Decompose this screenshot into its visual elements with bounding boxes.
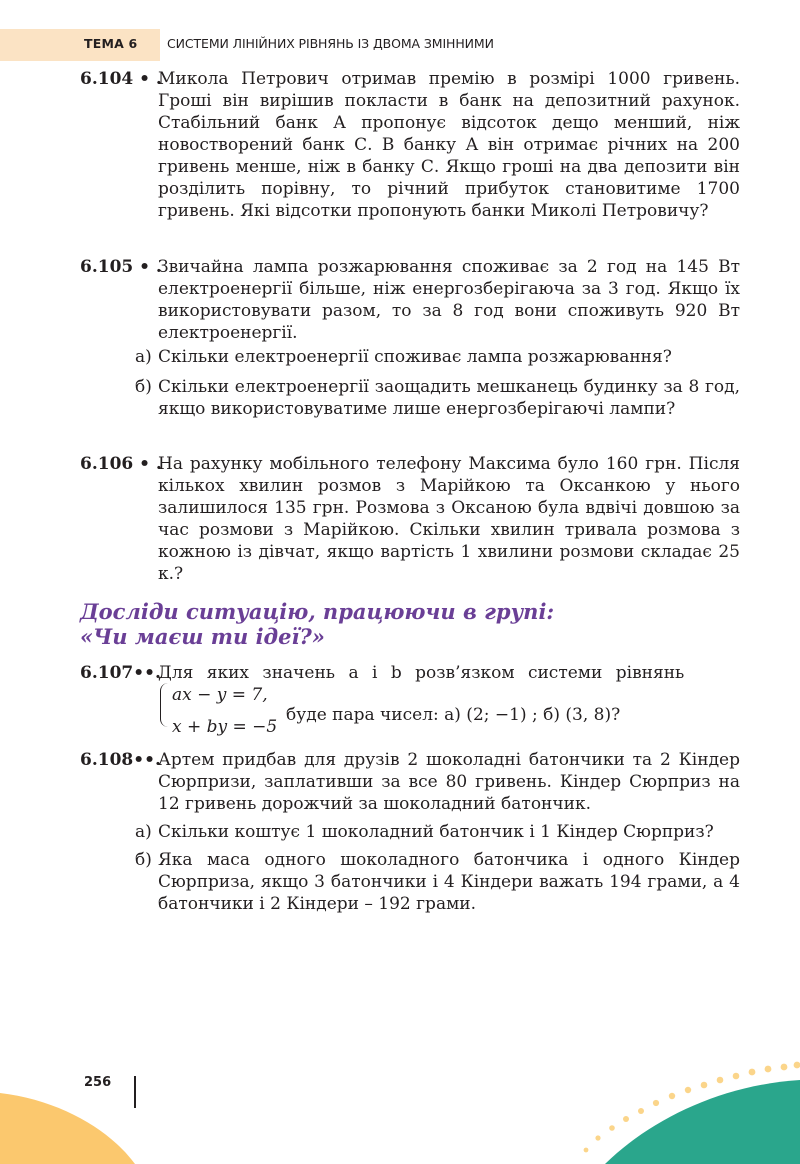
system-equation-2: x + by = −5 <box>172 717 278 737</box>
group-work-heading-line2: «Чи маєш ти ідеї?» <box>80 624 325 649</box>
subquestion-label: б) <box>135 377 152 397</box>
subquestion-label: б) <box>135 850 152 870</box>
teal-corner-shape <box>605 1080 800 1164</box>
subquestion-text: Яка маса одного шоколадного батончика і одного Кіндер Сюрприза, якщо 3 батончики і 4 Кіндери важать 194 грами, а 4 батончики і 2 Кіндери – 192 грами. <box>158 850 740 914</box>
problem-number: 6.107••. <box>80 663 161 683</box>
subquestion-text: Скільки електроенергії заощадить мешканець будинку за 8 год, якщо використовуватиме лише енергозберігаючі лампи? <box>158 377 740 419</box>
subquestion-text: Скільки коштує 1 шоколадний батончик і 1 Кіндер Сюрприз? <box>158 822 714 842</box>
orange-corner-shape <box>0 1093 135 1164</box>
problem-number: 6.104 • . <box>80 69 162 89</box>
group-work-heading-line1: Досліди ситуацію, працюючи в групі: <box>80 599 555 624</box>
page-number: 256 <box>84 1075 112 1090</box>
subquestion-text: Скільки електроенергії споживає лампа розжарювання? <box>158 347 672 367</box>
problem-number: 6.106 • . <box>80 454 162 474</box>
problem-text: На рахунку мобільного телефону Максима було 160 грн. Після кількох хвилин розмов з Марійкою та Оксанкою у нього залишилося 135 грн. Розмова з Оксаною була вдвічі довшою за час розмови з Марійкою. Скільки хвилин тривала розмова з кожною із дівчат, якщо вартість 1 хвилини розмови складає 25 к.? <box>158 454 740 584</box>
problem-number: 6.108••. <box>80 750 161 770</box>
running-header-title: СИСТЕМИ ЛІНІЙНИХ РІВНЯНЬ ІЗ ДВОМА ЗМІННИМИ <box>167 36 494 51</box>
problem-text: Для яких значень a і b розв’язком системи рівнянь <box>158 663 685 683</box>
subquestion-label: а) <box>135 822 152 842</box>
problem-text: Артем придбав для друзів 2 шоколадні батончики та 2 Кіндер Сюрпризи, заплативши за все 80 гривень. Кіндер Сюрприз на 12 гривень дорожчий за шоколадний батончик. <box>158 750 740 814</box>
problem-text: Звичайна лампа розжарювання споживає за 2 год на 145 Вт електроенергії більше, ніж енергозберігаюча за 3 год. Якщо їх використовувати разом, то за 8 год вони споживуть 920 Вт електроенергії. <box>158 257 740 343</box>
system-tail-text: буде пара чисел: а) (2; −1) ; б) (3, 8)? <box>286 705 621 725</box>
topic-label: ТЕМА 6 <box>84 36 138 51</box>
problem-number: 6.105 • . <box>80 257 162 277</box>
system-equation-1: ax − y = 7, <box>172 685 268 705</box>
subquestion-label: а) <box>135 347 152 367</box>
problem-text: Микола Петрович отримав премію в розмірі 1000 гривень. Гроші він вирішив покласти в банк на депозитний рахунок. Стабільний банк А пропонує відсоток дещо менший, ніж новостворений банк С. В банку А він отримає річних на 200 гривень менше, ніж в банку С. Якщо гроші на два депозити він розділить порівну, то річний прибуток становитиме 1700 гривень. Які відсотки пропонують банки Миколі Петровичу? <box>158 69 740 221</box>
